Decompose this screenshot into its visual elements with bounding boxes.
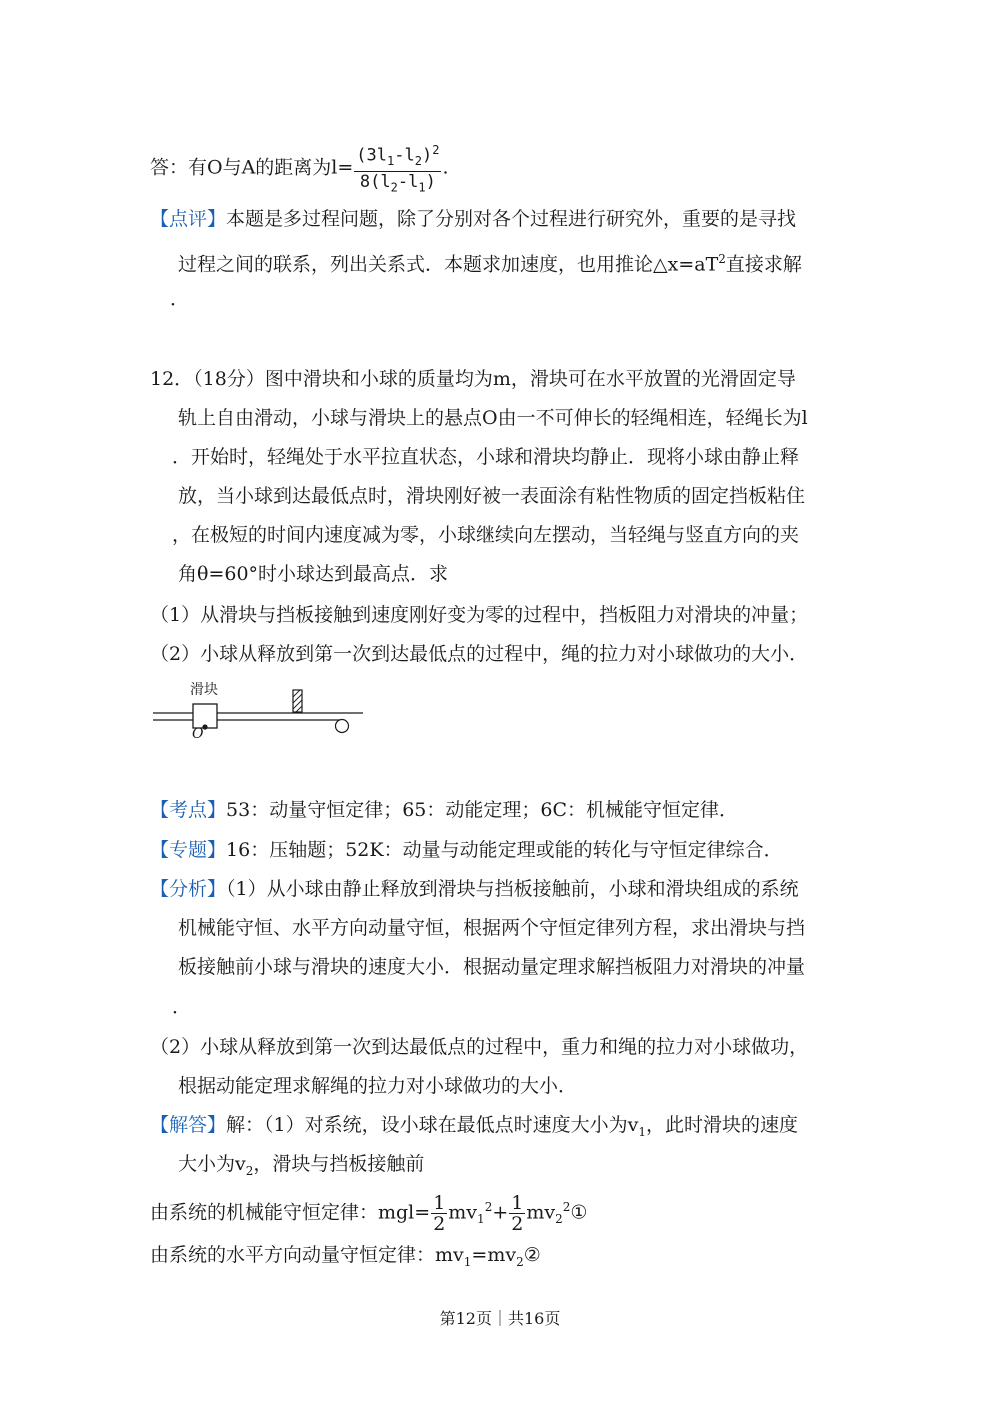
zhuanti-line: 【专题】16：压轴题；52K：动量与动能定理或能的转化与守恒定律综合． — [150, 839, 783, 861]
jieda-tag: 【解答】 — [150, 1114, 227, 1136]
question-line-3: ．开始时，轻绳处于水平拉直状态，小球和滑块均静止．现将小球由静止释 — [172, 446, 800, 468]
jieda-line-2: 大小为$v_2$，滑块与挡板接触前 — [178, 1153, 425, 1178]
energy-equation: 由系统的机械能守恒定律：mgl= $\frac{1}{2}$ $mv_1^2+$ $\frac{1}{2}$ $mv_2^2①$ — [150, 1191, 588, 1235]
question-sub-2: （2）小球从释放到第一次到达最低点的过程中，绳的拉力对小球做功的大小． — [150, 643, 809, 665]
review-line-2: 过程之间的联系，列出关系式．本题求加速度，也用推论$\triangle x=aT^2$直接求解 — [178, 252, 802, 276]
fenxi-line-2: 机械能守恒、水平方向动量守恒，根据两个守恒定律列方程，求出滑块与挡 — [178, 917, 806, 939]
jieda-line-1: 【解答】解：（1）对系统，设小球在最低点时速度大小为$v_1$，此时滑块的速度 — [150, 1114, 798, 1139]
fenxi-line-5: （2）小球从释放到第一次到达最低点的过程中，重力和绳的拉力对小球做功， — [150, 1036, 809, 1058]
ball — [336, 720, 349, 733]
zhuanti-tag: 【专题】 — [150, 839, 227, 861]
question-line-6: 角θ=60°时小球达到最高点．求 — [178, 563, 449, 585]
fenxi-line-3: 板接触前小球与滑块的速度大小．根据动量定理求解挡板阻力对滑块的冲量 — [178, 956, 806, 978]
fenxi-line-4: ． — [172, 996, 192, 1018]
question-line-4: 放，当小球到达最低点时，滑块刚好被一表面涂有粘性物质的固定挡板粘住 — [178, 485, 806, 507]
half-fraction-2: $\frac{1}{2}$ — [511, 1191, 524, 1235]
slider-label: 滑块 — [190, 682, 218, 698]
review-line-1: 【点评】本题是多过程问题，除了分别对各个过程进行研究外，重要的是寻找 — [150, 208, 797, 230]
momentum-equation: 由系统的水平方向动量守恒定律：$mv_1=mv_2②$ — [150, 1244, 541, 1269]
distance-fraction: $\frac{(3l_1-l_2)^2}{8(l_2-l_1)}$ — [354, 140, 441, 197]
fenxi-line-6: 根据动能定理求解绳的拉力对小球做功的大小． — [178, 1075, 578, 1097]
review-tag: 【点评】 — [150, 208, 227, 230]
half-fraction-1: $\frac{1}{2}$ — [433, 1191, 446, 1235]
review-line-3: ． — [170, 288, 190, 310]
slider-rail-figure — [150, 680, 370, 750]
kaodian-tag: 【考点】 — [150, 799, 227, 821]
answer-line: 答：有O与A的距离为l= $\frac{(3l_1-l_2)^2}{8(l_2-l_1)}$ . — [150, 140, 449, 197]
question-line-2: 轨上自由滑动，小球与滑块上的悬点O由一不可伸长的轻绳相连，轻绳长为l — [178, 407, 808, 429]
question-line-5: ，在极短的时间内速度减为零，小球继续向左摆动，当轻绳与竖直方向的夹 — [172, 524, 800, 546]
fenxi-tag: 【分析】 — [150, 878, 227, 900]
question-sub-1: （1）从滑块与挡板接触到速度刚好变为零的过程中，挡板阻力对滑块的冲量； — [150, 604, 809, 626]
page-footer: 第12页｜共16页 — [439, 1309, 561, 1328]
point-o-label: O — [192, 726, 204, 742]
kaodian-line: 【考点】53：动量守恒定律；65：动能定理；6C：机械能守恒定律． — [150, 799, 738, 821]
fenxi-line-1: 【分析】（1）从小球由静止释放到滑块与挡板接触前，小球和滑块组成的系统 — [150, 878, 799, 900]
question-line-1: 12．（18分）图中滑块和小球的质量均为m，滑块可在水平放置的光滑固定导 — [150, 368, 796, 390]
